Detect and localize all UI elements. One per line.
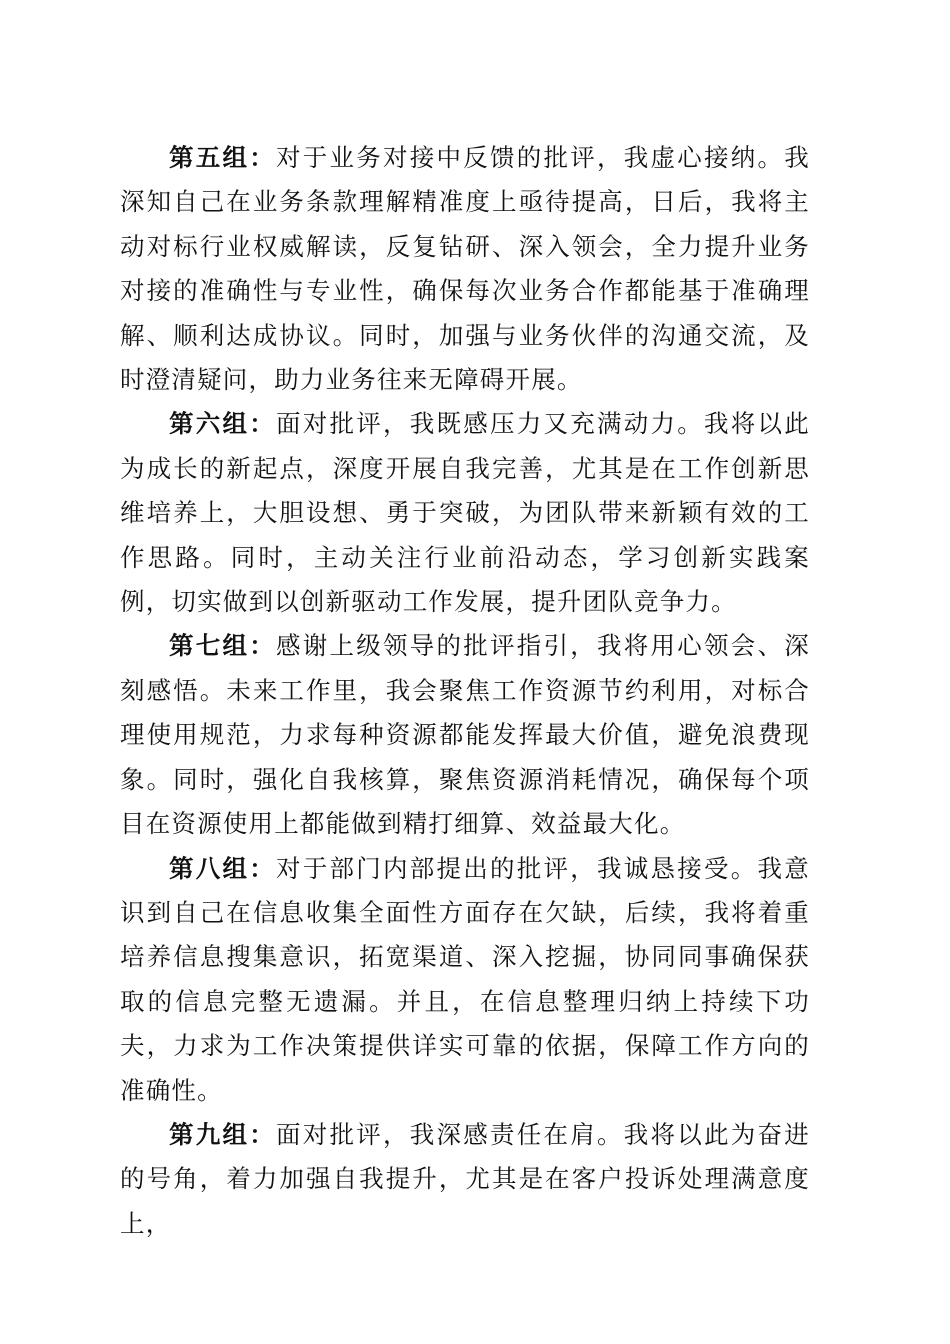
paragraph-group-7 — [120, 624, 810, 846]
document-body — [120, 136, 810, 1246]
paragraph-group-9 — [120, 1113, 810, 1246]
paragraph-group-5 — [120, 136, 810, 402]
paragraph-group-8 — [120, 847, 810, 1113]
group-7-text: 感谢上级领导的批评指引，我将用心领会、深刻感悟。未来工作里，我会聚焦工作资源节约利用，对标合理使用规范，力求每种资源都能发挥最大价值，避免浪费现象。同时，强化自我核算，聚焦资源消耗情况，确保每个项目在资源使用上都能做到精打细算、效益最大化。 — [120, 631, 810, 839]
group-9-heading: 第九组： — [169, 1119, 277, 1149]
group-5-text: 对于业务对接中反馈的批评，我虚心接纳。我深知自己在业务条款理解精准度上亟待提高，日后，我将主动对标行业权威解读，反复钻研、深入领会，全力提升业务对接的准确性与专业性，确保每次业务合作都能基于准确理解、顺利达成协议。同时，加强与业务伙伴的沟通交流，及时澄清疑问，助力业务往来无障碍开展。 — [120, 143, 810, 395]
group-5-heading: 第五组： — [169, 143, 277, 172]
group-9-text: 面对批评，我深感责任在肩。我将以此为奋进的号角，着力加强自我提升，尤其是在客户投诉处理满意度上， — [120, 1119, 810, 1238]
group-6-text: 面对批评，我既感压力又充满动力。我将以此为成长的新起点，深度开展自我完善，尤其是在工作创新思维培养上，大胆设想、勇于突破，为团队带来新颖有效的工作思路。同时，主动关注行业前沿动态，学习创新实践案例，切实做到以创新驱动工作发展，提升团队竞争力。 — [120, 409, 810, 617]
paragraph-group-6 — [120, 402, 810, 624]
group-7-heading: 第七组： — [169, 631, 277, 661]
group-6-heading: 第六组： — [169, 409, 277, 439]
group-8-text: 对于部门内部提出的批评，我诚恳接受。我意识到自己在信息收集全面性方面存在欠缺，后续，我将着重培养信息搜集意识，拓宽渠道、深入挖掘，协同同事确保获取的信息完整无遗漏。并且，在信息整理归纳上持续下功夫，力求为工作决策提供详实可靠的依据，保障工作方向的准确性。 — [120, 853, 810, 1105]
group-8-heading: 第八组： — [169, 853, 277, 883]
